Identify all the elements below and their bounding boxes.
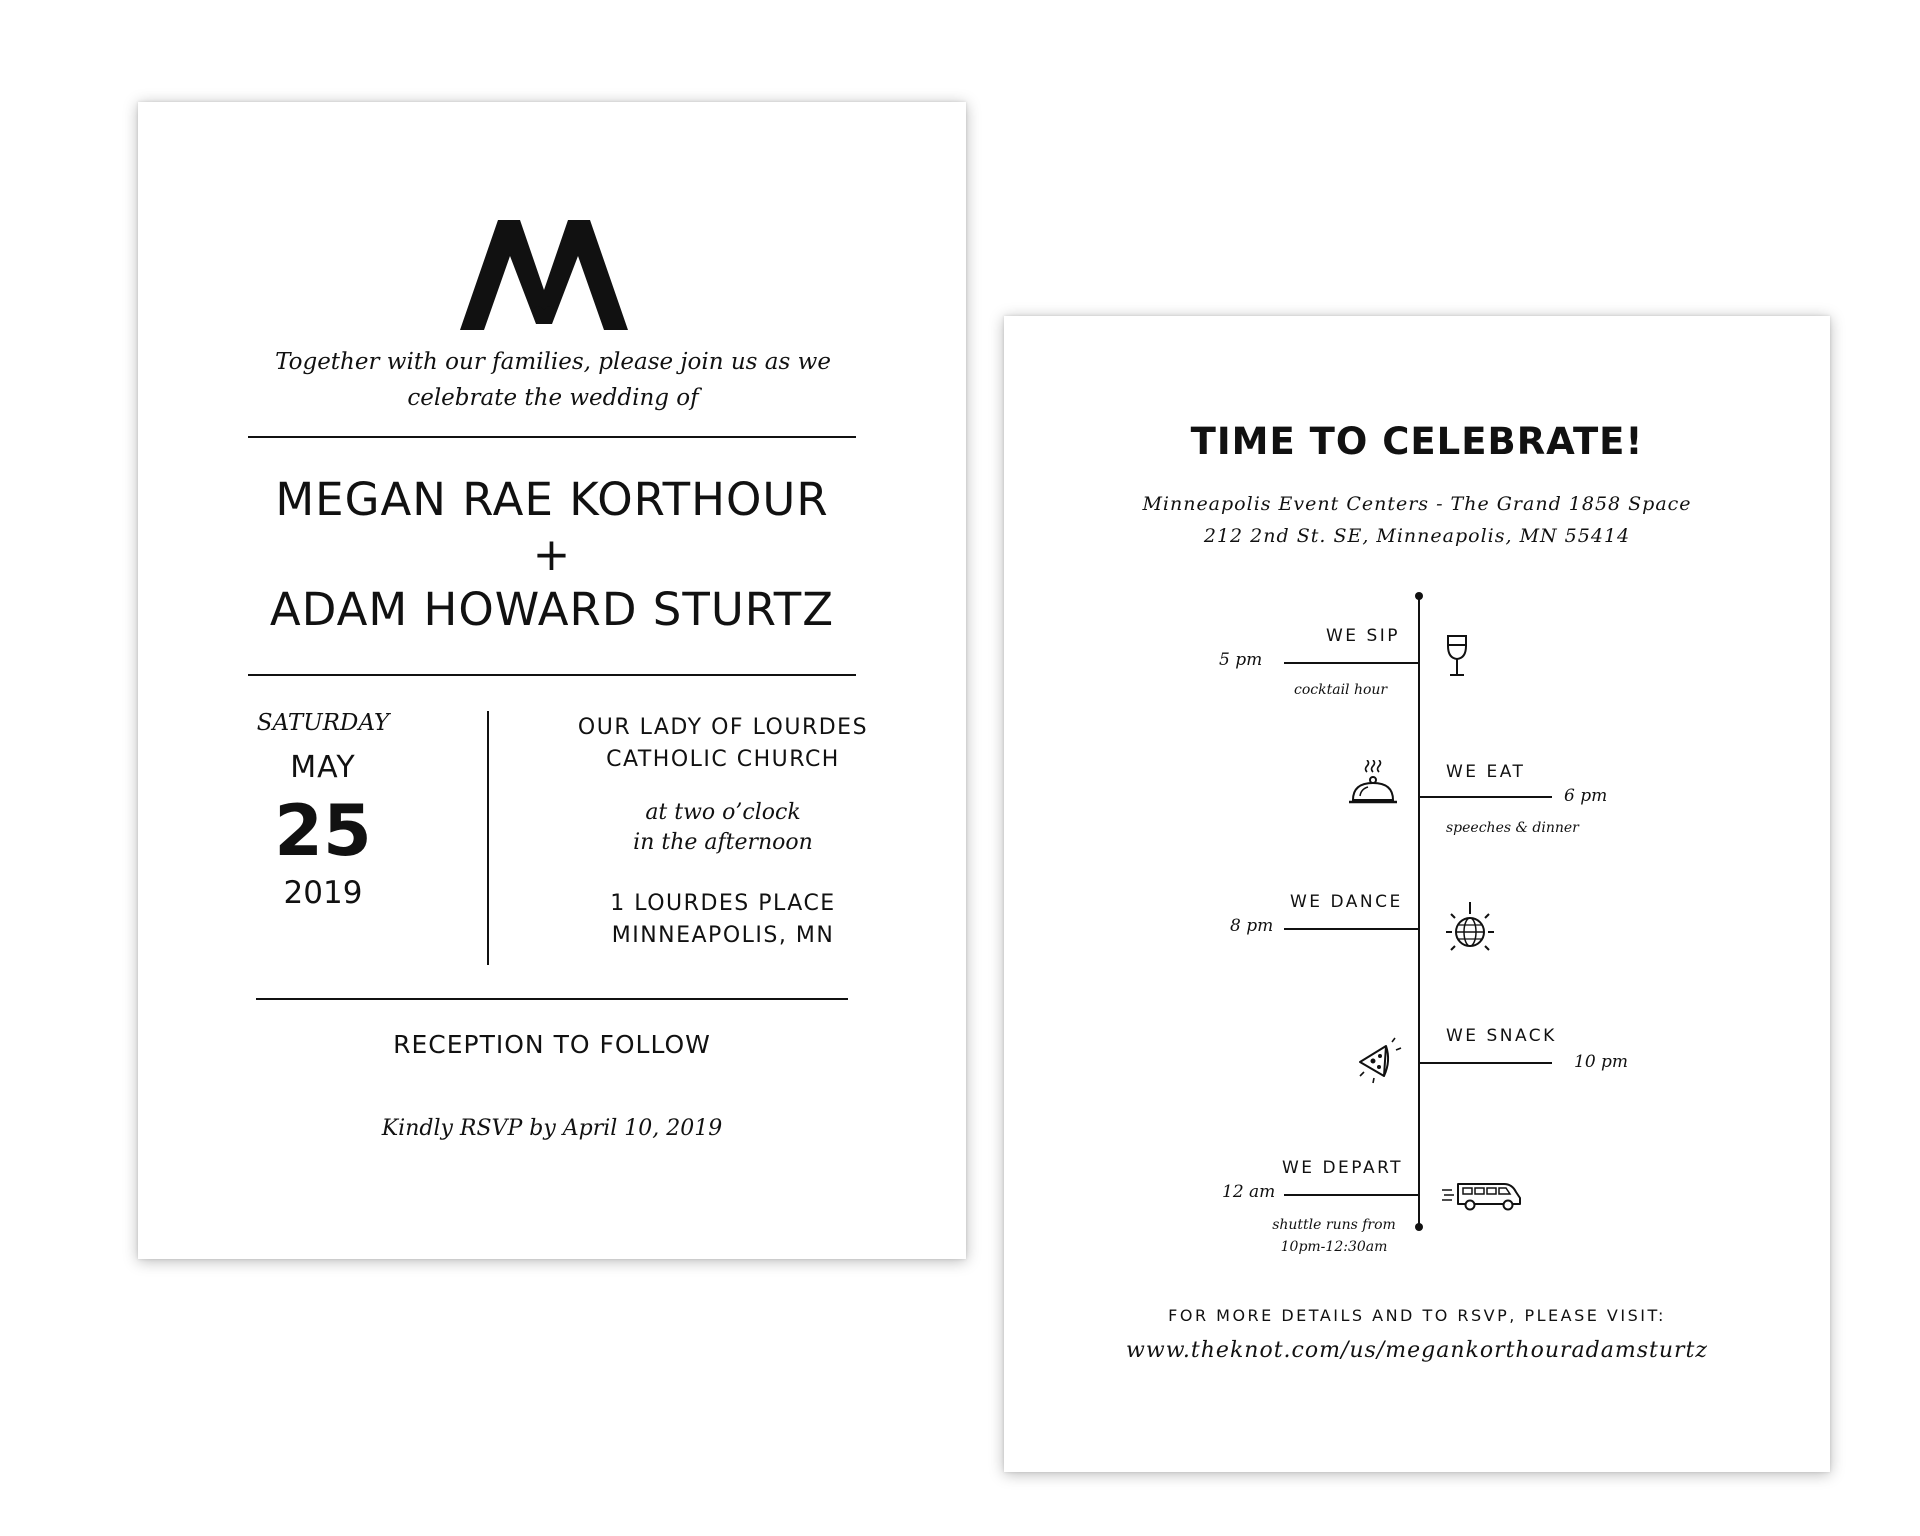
event-time-dance: 8 pm — [1230, 916, 1274, 936]
timeline-end-dot — [1415, 1223, 1423, 1231]
divider-bottom — [256, 998, 848, 1000]
day: 25 — [274, 790, 372, 872]
event-label-eat: WE EAT — [1446, 762, 1526, 782]
invitation-card-back — [1004, 316, 1830, 1472]
event-time-depart: 12 am — [1222, 1182, 1276, 1202]
details-title: TIME TO CELEBRATE! — [1190, 420, 1644, 463]
intro-line-2: celebrate the wedding of — [407, 385, 699, 411]
dinner-cloche-icon — [1346, 760, 1400, 810]
divider-top — [248, 436, 856, 438]
bride-name: MEGAN RAE KORTHOUR — [275, 473, 829, 526]
time-line-2: in the afternoon — [633, 830, 813, 855]
church-name — [508, 712, 938, 776]
intro-line-1: Together with our families, please join us as we — [275, 349, 831, 375]
event-note-sip: cocktail hour — [1294, 682, 1388, 698]
rsvp-instructions: FOR MORE DETAILS AND TO RSVP, PLEASE VISIT: — [1168, 1306, 1666, 1325]
monogram-logo — [460, 220, 628, 330]
timeline-spine — [1418, 596, 1420, 1228]
plus-sign: + — [532, 528, 572, 581]
event-label-dance: WE DANCE — [1290, 892, 1403, 912]
event-label-snack: WE SNACK — [1446, 1026, 1557, 1046]
date-block — [218, 710, 428, 911]
groom-name: ADAM HOWARD STURTZ — [269, 583, 835, 636]
event-note-eat: speeches & dinner — [1446, 820, 1579, 836]
timeline-branch-dance — [1284, 928, 1419, 930]
reception-note: RECEPTION TO FOLLOW — [393, 1030, 711, 1059]
shuttle-note-line-1: shuttle runs from — [1272, 1217, 1396, 1233]
rsvp-deadline: Kindly RSVP by April 10, 2019 — [381, 1116, 723, 1141]
church-address — [508, 888, 938, 952]
event-time-sip: 5 pm — [1219, 650, 1263, 670]
venue-address: 212 2nd St. SE, Minneapolis, MN 55414 — [1203, 525, 1631, 547]
ceremony-details — [508, 712, 938, 952]
disco-ball-icon — [1440, 900, 1500, 960]
pizza-slice-icon — [1356, 1036, 1406, 1086]
shuttle-note-line-2: 10pm-12:30am — [1280, 1239, 1388, 1255]
divider-middle — [248, 674, 856, 676]
church-line-2: CATHOLIC CHURCH — [606, 747, 840, 772]
timeline-branch-eat — [1419, 796, 1552, 798]
event-label-depart: WE DEPART — [1282, 1158, 1404, 1178]
intro-text — [258, 344, 848, 416]
timeline-start-dot — [1415, 592, 1423, 600]
event-time-snack: 10 pm — [1574, 1052, 1629, 1072]
weekday: SATURDAY — [256, 710, 390, 736]
vertical-divider — [487, 711, 489, 965]
wedding-website-link[interactable]: www.theknot.com/us/megankorthouradamsturtz — [1126, 1338, 1708, 1363]
invitation-card-front — [138, 102, 966, 1259]
address-line-2: MINNEAPOLIS, MN — [611, 923, 835, 948]
reception-venue — [1004, 488, 1830, 552]
wine-glass-icon — [1444, 634, 1470, 678]
time-line-1: at two o’clock — [645, 800, 801, 825]
venue-name: Minneapolis Event Centers - The Grand 1858 Space — [1142, 493, 1692, 515]
year: 2019 — [283, 875, 363, 911]
couple-names — [198, 472, 906, 637]
ceremony-time — [508, 798, 938, 858]
timeline-branch-snack — [1419, 1062, 1552, 1064]
event-label-sip: WE SIP — [1326, 626, 1401, 646]
shuttle-van-icon — [1442, 1178, 1524, 1212]
church-line-1: OUR LADY OF LOURDES — [577, 715, 869, 740]
event-note-depart — [1264, 1214, 1404, 1258]
month: MAY — [290, 750, 356, 785]
timeline-branch-sip — [1284, 662, 1419, 664]
timeline-branch-depart — [1284, 1194, 1419, 1196]
address-line-1: 1 LOURDES PLACE — [610, 891, 836, 916]
event-time-eat: 6 pm — [1564, 786, 1608, 806]
